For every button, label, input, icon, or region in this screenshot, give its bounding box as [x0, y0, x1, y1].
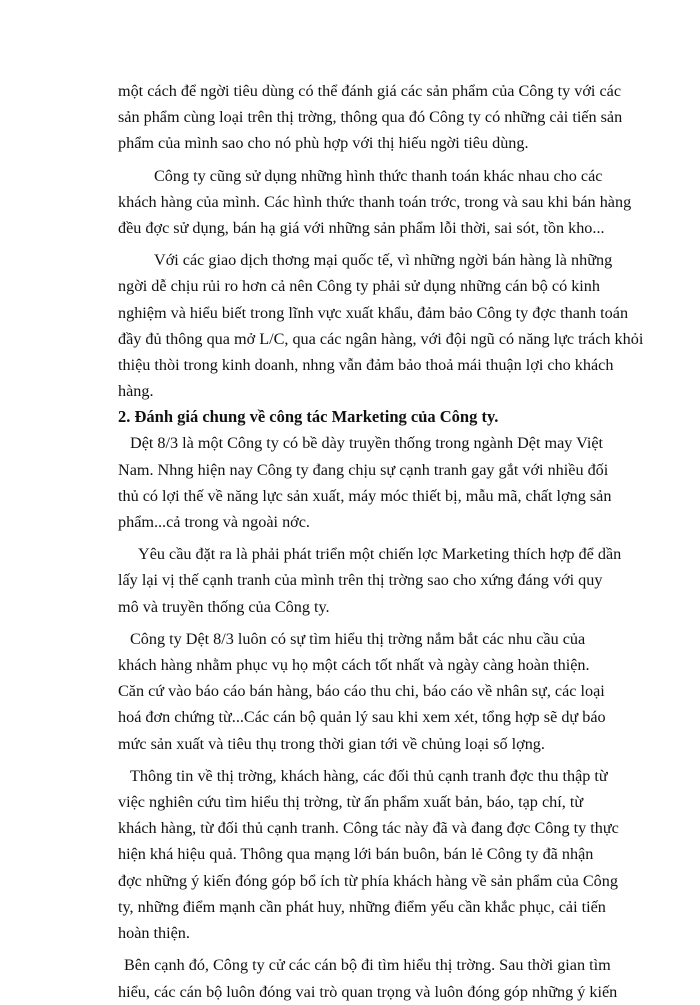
paragraph-market-information	[118, 763, 620, 946]
text-line: Thông tin về thị trờng, khách hàng, các đối thủ cạnh tranh đợc thu thập từ	[130, 766, 608, 785]
text-line: nghiệm và hiểu biết trong lĩnh vực xuất khẩu, đảm bảo Công ty đợc thanh toán	[118, 303, 629, 322]
text-line: Bên cạnh đó, Công ty cử các cán bộ đi tìm hiểu thị trờng. Sau thời gian tìm	[124, 956, 611, 975]
text-line: mức sản xuất và tiêu thụ trong thời gian tới về chủng loại số lợng.	[118, 734, 545, 753]
text-line: ngời dễ chịu rủi ro hơn cả nên Công ty phải sử dụng những cán bộ có kinh	[118, 277, 600, 296]
text-line: đều đợc sử dụng, bán hạ giá với những sản phẩm lỗi thời, sai sót, tồn kho...	[118, 219, 605, 238]
text-line: phẩm của mình sao cho nó phù hợp với thị hiếu ngời tiêu dùng.	[118, 134, 529, 153]
text-line: hiểu, các cán bộ luôn đóng vai trò quan trọng và luôn đóng góp những ý kiến	[118, 982, 618, 1001]
text-line: lấy lại vị thế cạnh tranh của mình trên thị trờng sao cho xứng đáng với quy	[118, 571, 603, 590]
text-line: khách hàng, từ đối thủ cạnh tranh. Công tác này đã và đang đợc Công ty thực	[118, 819, 619, 838]
text-line: phẩm...cả trong và ngoài nớc.	[118, 513, 310, 532]
section-heading: 2. Đánh giá chung về công tác Marketing của Công ty.	[118, 407, 499, 427]
text-line: mô và truyền thống của Công ty.	[118, 597, 330, 616]
text-line: Căn cứ vào báo cáo bán hàng, báo cáo thu chi, báo cáo về nhân sự, các loại	[118, 682, 605, 701]
paragraph-international-trade	[118, 247, 644, 404]
text-line: hàng.	[118, 382, 154, 401]
paragraph-market-research	[118, 626, 620, 757]
text-line: hoá đơn chứng từ...Các cán bộ quản lý sau khi xem xét, tổng hợp sẽ dự báo	[118, 708, 606, 727]
text-line: hoàn thiện.	[118, 924, 190, 943]
text-line: Nam. Nhng hiện nay Công ty đang chịu sự cạnh tranh gay gắt với nhiều đối	[118, 460, 609, 479]
paragraph-payment-forms	[118, 163, 632, 242]
text-line: ty, những điểm mạnh cần phát huy, những điểm yếu cần khắc phục, cải tiến	[118, 897, 606, 916]
text-line: thủ có lợi thế về năng lực sản xuất, máy móc thiết bị, mẫu mã, chất lợng sản	[118, 486, 612, 505]
paragraph-field-research	[118, 952, 620, 1004]
text-line: thiệu thòi trong kinh doanh, nhng vẫn đảm bảo thoả mái thuận lợi cho khách	[118, 356, 614, 375]
text-line: Dệt 8/3 là một Công ty có bề dày truyền thống trong ngành Dệt may Việt	[130, 434, 604, 453]
text-line: khách hàng nhằm phục vụ họ một cách tốt nhất và ngày càng hoàn thiện.	[118, 656, 590, 675]
text-line: Yêu cầu đặt ra là phải phát triển một chiến lợc Marketing thích hợp để dần	[138, 545, 622, 564]
text-line: khách hàng của mình. Các hình thức thanh toán trớc, trong và sau khi bán hàng	[118, 192, 632, 211]
text-line: đợc những ý kiến đóng góp bổ ích từ phía khách hàng về sản phẩm của Công	[118, 871, 618, 890]
text-line: một cách để ngời tiêu dùng có thể đánh giá các sản phẩm của Công ty với các	[118, 82, 622, 100]
paragraph-marketing-strategy	[118, 541, 620, 620]
text-line: đầy đủ thông qua mở L/C, qua các ngân hàng, với đội ngũ có năng lực trách khỏi	[118, 329, 644, 348]
text-line: Với các giao dịch thơng mại quốc tế, vì những ngời bán hàng là những	[154, 251, 613, 270]
text-line: hiện khá hiệu quả. Thông qua mạng lới bán buôn, bán lẻ Công ty đã nhận	[118, 845, 594, 864]
text-line: Công ty Dệt 8/3 luôn có sự tìm hiểu thị trờng nắm bắt các nhu cầu của	[130, 629, 586, 648]
paragraph-consumer-evaluation	[118, 78, 623, 157]
text-line: sản phẩm cùng loại trên thị trờng, thông qua đó Công ty có những cải tiến sản	[118, 108, 623, 127]
paragraph-company-history	[118, 430, 620, 535]
text-line: việc nghiên cứu tìm hiểu thị trờng, từ ấn phẩm xuất bản, báo, tạp chí, từ	[118, 793, 584, 812]
text-line: Công ty cũng sử dụng những hình thức thanh toán khác nhau cho các	[154, 166, 603, 185]
